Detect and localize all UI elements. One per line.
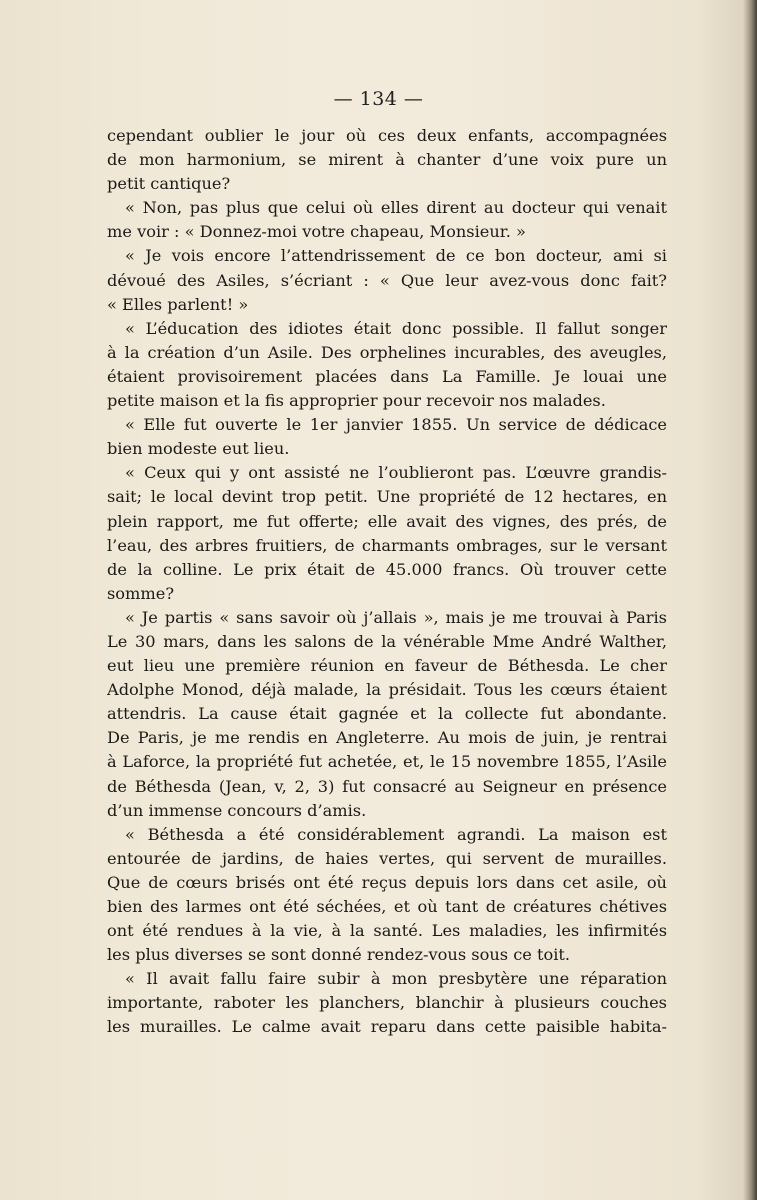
page-number: — 134 —: [333, 88, 424, 110]
text-line: de mon harmonium, se mirent à chanter d’une voix pure un: [107, 150, 667, 170]
text-line: « Je partis « sans savoir où j’allais », mais je me trouvai à Paris: [125, 607, 667, 627]
text-line: « L’éducation des idiotes était donc possible. Il fallut songer: [125, 318, 667, 338]
text-line: dévoué des Asiles, s’écriant : « Que leur avez-vous donc fait?: [107, 270, 667, 290]
text-line: d’un immense concours d’amis.: [107, 800, 367, 820]
text-line: « Béthesda a été considérablement agrandi. La maison est: [125, 824, 667, 844]
text-line: ont été rendues à la vie, à la santé. Les maladies, les infirmités: [107, 921, 667, 941]
text-line: Le 30 mars, dans les salons de la vénérable Mme André Walther,: [107, 631, 667, 651]
text-line: petite maison et la fis approprier pour recevoir nos malades.: [107, 391, 606, 411]
text-line: de Béthesda (Jean, v, 2, 3) fut consacré au Seigneur en présence: [107, 776, 667, 796]
text-line: bien des larmes ont été séchées, et où tant de créatures chétives: [107, 897, 667, 916]
text-line: entourée de jardins, de haies vertes, qui servent de murailles.: [107, 848, 667, 868]
text-line: De Paris, je me rendis en Angleterre. Au mois de juin, je rentrai: [107, 728, 667, 748]
text-line: bien modeste eut lieu.: [107, 439, 290, 459]
text-line: eut lieu une première réunion en faveur de Béthesda. Le cher: [107, 656, 667, 676]
text-line: « Il avait fallu faire subir à mon presbytère une réparation: [125, 969, 667, 989]
text-line: à la création d’un Asile. Des orphelines incurables, des aveugles,: [107, 342, 667, 362]
body-text: [107, 124, 667, 1040]
text-line: « Non, pas plus que celui où elles dirent au docteur qui venait: [125, 198, 667, 218]
text-line: Adolphe Monod, déjà malade, la présidait. Tous les cœurs étaient: [107, 680, 667, 700]
text-line: l’eau, des arbres fruitiers, de charmants ombrages, sur le versant: [107, 535, 667, 555]
text-line: « Ceux qui y ont assisté ne l’oublieront pas. L’œuvre grandis-: [125, 463, 667, 483]
text-line: « Elle fut ouverte le 1er janvier 1855. Un service de dédicace: [125, 415, 667, 435]
text-line: petit cantique?: [107, 174, 231, 194]
text-line: étaient provisoirement placées dans La Famille. Je louai une: [107, 366, 667, 386]
text-line: de la colline. Le prix était de 45.000 francs. Où trouver cette: [107, 559, 667, 579]
text-line: me voir : « Donnez-moi votre chapeau, Monsieur. »: [107, 222, 526, 242]
text-line: cependant oublier le jour où ces deux enfants, accompagnées: [107, 126, 667, 145]
text-line: sait; le local devint trop petit. Une propriété de 12 hectares, en: [107, 487, 667, 507]
text-line: les plus diverses se sont donné rendez-vous sous ce toit.: [107, 945, 571, 965]
text-line: Que de cœurs brisés ont été reçus depuis lors dans cet asile, où: [107, 872, 667, 892]
text-line: « Elles parlent! »: [107, 294, 249, 314]
text-line: « Je vois encore l’attendrissement de ce bon docteur, ami si: [125, 246, 667, 266]
text-line: plein rapport, me fut offerte; elle avait des vignes, des prés, de: [107, 511, 667, 531]
text-line: à Laforce, la propriété fut achetée, et, le 15 novembre 1855, l’Asile: [107, 752, 667, 772]
text-line: importante, raboter les planchers, blanchir à plusieurs couches: [107, 993, 667, 1013]
text-line: les murailles. Le calme avait reparu dans cette paisible habita-: [107, 1017, 667, 1037]
text-line: attendris. La cause était gagnée et la collecte fut abondante.: [107, 704, 667, 724]
text-line: somme?: [107, 583, 175, 603]
page-edge-shadow: [743, 0, 757, 1200]
